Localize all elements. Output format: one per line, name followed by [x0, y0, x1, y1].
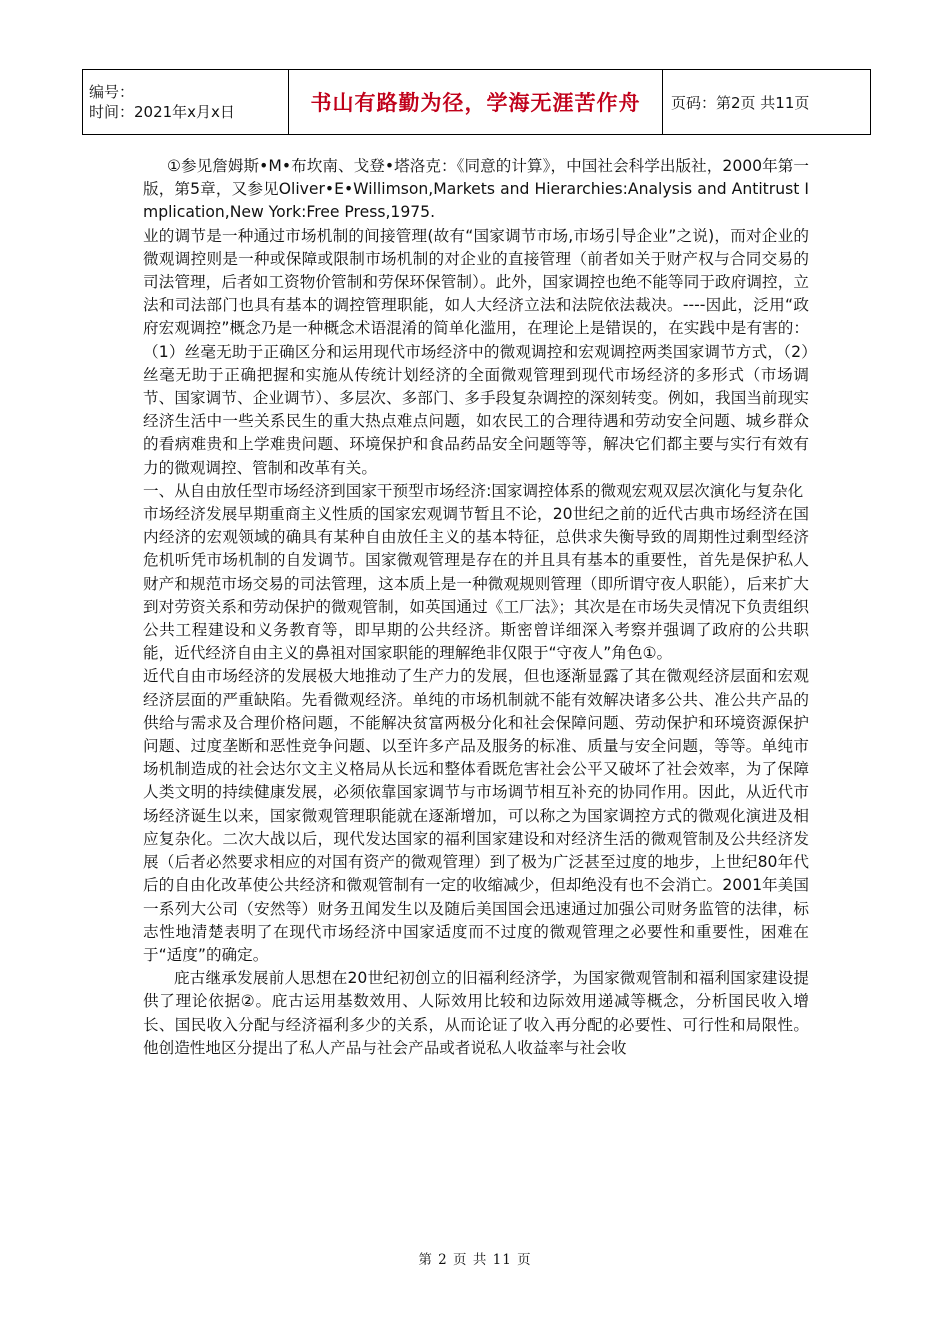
motto: 书山有路勤为径，学海无涯苦作舟	[310, 91, 641, 115]
document-body	[143, 155, 809, 1060]
paragraph-4: 庇古继承发展前人思想在20世纪初创立的旧福利经济学，为国家微观管制和福利国家建设提供了理论依据②。庇古运用基数效用、人际效用比较和边际效用递减等概念，分析国民收入增长、国民收入分配与经济福利多少的关系，从而论证了收入再分配的必要性、可行性和局限性。他创造性地区分提出了私人产品与社会产品或者说私人收益率与社会收	[143, 969, 809, 1057]
paragraph-1: 业的调节是一种通过市场机制的间接管理(故有“国家调节市场,市场引导企业”之说)，而对企业的微观调控则是一种或保障或限制市场机制的对企业的直接管理（前者如关于财产权与合同交易的司法管理，后者如工资物价管制和劳保环保管制）。此外，国家调控也绝不能等同于政府调控，立法和司法部门也具有基本的调控管理职能，如人大经济立法和法院依法裁决。----因此，泛用“政府宏观调控”概念乃是一种概念术语混淆的简单化滥用，在理论上是错误的，在实践中是有害的：（1）丝毫无助于正确区分和运用现代市场经济中的微观调控和宏观调控两类国家调节方式，（2）丝毫无助于正确把握和实施从传统计划经济的全面微观管理到现代市场经济的多形式（市场调节、国家调节、企业调节）、多层次、多部门、多手段复杂调控的深刻转变。例如，我国当前现实经济生活中一些关系民生的重大热点难点问题，如农民工的合理待遇和劳动安全问题、城乡群众的看病难贵和上学难贵问题、环境保护和食品药品安全问题等等，解决它们都主要与实行有效有力的微观调控、管制和改革有关。	[143, 226, 809, 477]
header-page-cell	[663, 70, 871, 135]
number-label: 编号：	[89, 83, 135, 101]
time-label: 时间：2021年x月x日	[89, 103, 235, 121]
footnote: ①参见詹姆斯•M•布坎南、戈登•塔洛克：《同意的计算》，中国社会科学出版社，2000年第一版，第5章，又参见Oliver•E•Willimson,Markets and Hierarchies:Analysis and Antitrust Implication,New York:Free Press,1975.	[143, 157, 809, 222]
header-motto-cell	[289, 70, 663, 135]
header-info-cell	[83, 70, 289, 135]
page-footer: 第 2 页 共 11 页	[418, 1252, 532, 1268]
section-heading: 一、从自由放任型市场经济到国家干预型市场经济:国家调控体系的微观宏观双层次演化与复杂化	[143, 481, 804, 500]
paragraph-2: 市场经济发展早期重商主义性质的国家宏观调节暂且不论，20世纪之前的近代古典市场经济在国内经济的宏观领域的确具有某种自由放任主义的基本特征，总供求失衡导致的周期性过剩型经济危机听凭市场机制的自发调节。国家微观管理是存在的并且具有基本的重要性，首先是保护私人财产和规范市场交易的司法管理，这本质上是一种微观规则管理（即所谓守夜人职能），后来扩大到对劳资关系和劳动保护的微观管制，如英国通过《工厂法》；其次是在市场失灵情况下负责组织公共工程建设和义务教育等，即早期的公共经济。斯密曾详细深入考察并强调了政府的公共职能，近代经济自由主义的鼻祖对国家职能的理解绝非仅限于“守夜人”角色①。	[143, 505, 809, 663]
header-table	[82, 69, 871, 135]
page-label: 页码：第2页 共11页	[671, 93, 810, 112]
paragraph-3: 近代自由市场经济的发展极大地推动了生产力的发展，但也逐渐显露了其在微观经济层面和宏观经济层面的严重缺陷。先看微观经济。单纯的市场机制就不能有效解决诸多公共、准公共产品的供给与需求及合理价格问题，不能解决贫富两极分化和社会保障问题、劳动保护和环境资源保护问题、过度垄断和恶性竞争问题、以至许多产品及服务的标准、质量与安全问题，等等。单纯市场机制造成的社会达尔文主义格局从长远和整体看既危害社会公平又破坏了社会效率，为了保障人类文明的持续健康发展，必须依靠国家调节与市场调节相互补充的协同作用。因此，从近代市场经济诞生以来，国家微观管理职能就在逐渐增加，可以称之为国家调控方式的微观化演进及相应复杂化。二次大战以后，现代发达国家的福利国家建设和对经济生活的微观管制及公共经济发展（后者必然要求相应的对国有资产的微观管理）到了极为广泛甚至过度的地步，上世纪80年代后的自由化改革使公共经济和微观管制有一定的收缩减少，但却绝没有也不会消亡。2001年美国一系列大公司（安然等）财务丑闻发生以及随后美国国会迅速通过加强公司财务监管的法律，标志性地清楚表明了在现代市场经济中国家适度而不过度的微观管理之必要性和重要性，困难在于“适度”的确定。	[143, 667, 809, 964]
